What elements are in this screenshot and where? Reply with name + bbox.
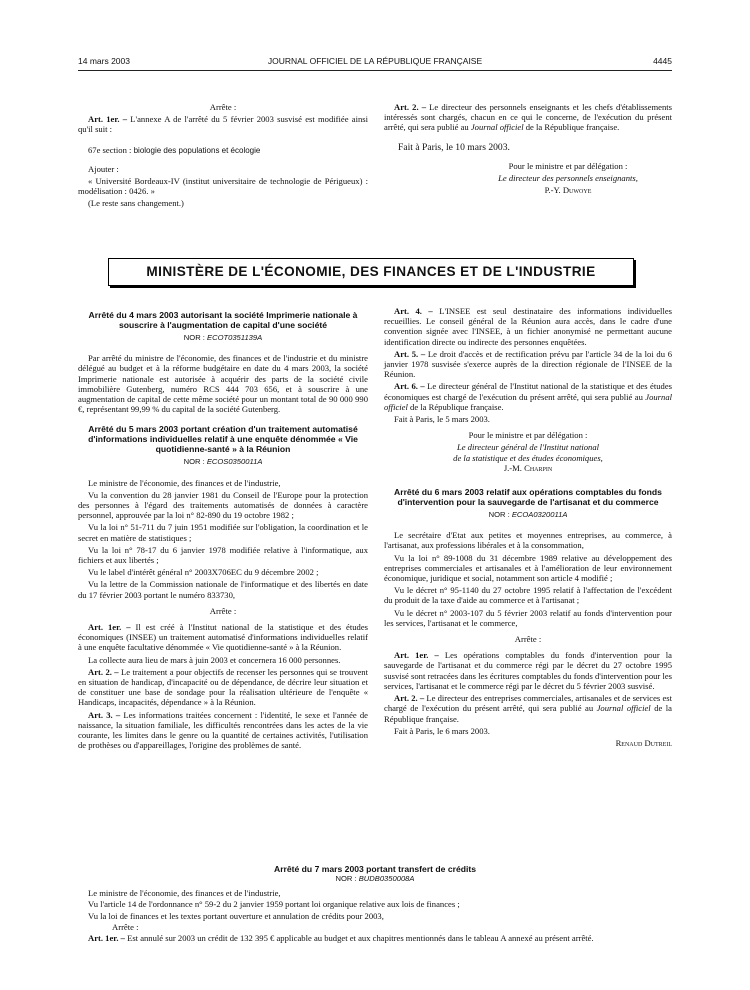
visa: Vu la loi n° 89-1008 du 31 décembre 1989 relative au développement des entreprises commerciales et artisanales et à l'amélioration de leur environnement économique, juridique et social, notamment son article 4 modifié ;	[384, 552, 672, 584]
article-2-label: Art. 2. –	[394, 102, 427, 112]
visa: Vu la lettre de la Commission nationale de l'informatique et des libertés en date du 17 février 2003 portant le numéro 833730,	[78, 579, 368, 600]
article-4	[384, 306, 672, 347]
arrete-label: Arrête :	[209, 605, 237, 616]
ajouter-label: Ajouter :	[88, 163, 119, 174]
article-2-text-end: de la République française.	[523, 122, 620, 133]
ministry-heading: MINISTÈRE DE L'ÉCONOMIE, DES FINANCES ET DE L'INDUSTRIE	[108, 258, 634, 286]
section-label: 67e section :	[88, 144, 134, 155]
signature: J.-M. Charpin	[503, 462, 553, 473]
article-1-text: L'annexe A de l'arrêté du 5 février 2003 susvisé est modifiée ainsi qu'il suit :	[78, 114, 368, 135]
article-text-end: de la République française.	[384, 703, 672, 724]
nor-label: NOR :	[183, 333, 208, 342]
header-date: 14 mars 2003	[78, 56, 130, 66]
header-rule	[78, 70, 672, 71]
visa: Le secrétaire d'Etat aux petites et moyennes entreprises, au commerce, à l'artisanat, aux professions libérales et à la consommation,	[384, 530, 672, 551]
nor-line	[78, 333, 368, 343]
article-text: Est annulé sur 2003 un crédit de 132 395 € applicable au budget et aux chapitres mentionnés dans le tableau A annexé au présent arrêté.	[124, 933, 594, 944]
nor-label: NOR :	[488, 510, 512, 520]
nor-line	[78, 457, 368, 467]
left-top-column	[78, 102, 368, 211]
paragraph: Par arrêté du ministre de l'économie, des finances et de l'industrie et du ministre délégué au budget et à la réforme budgétaire en date du 4 mars 2003, la société Imprimerie nationale est autorisée à acquérir des parts de la société civile immobilière Gutenberg, numéro RCS 444 703 656, et à souscrire à une augmentation de capital de cette même société pour un montant total de 90 000 990 €, représentant 99,99 % du capital de la société Gutenberg.	[78, 353, 368, 415]
visa: Vu le décret n° 95-1140 du 27 octobre 1995 relatif à l'affectation de l'excédent du produit de la taxe d'aide au commerce et à l'artisanat ;	[384, 585, 672, 606]
article-1	[78, 114, 368, 134]
article-label: Art. 6. –	[394, 381, 425, 392]
article-text: L'INSEE est seul destinataire des informations individuelles recueillies. Le conseil général de la Réunion aura accès, dans le cadre d'une convention signée avec l'INSEE, à un fichier anonymisé ne permettant aucune identification directe ou indirecte des personnes enquêtées.	[384, 306, 672, 347]
nor-label: NOR :	[183, 457, 207, 467]
arrete-fonds-title: Arrêté du 6 mars 2003 relatif aux opérations comptables du fonds d'intervention pour la sauvegarde de l'artisanat et du commerce	[394, 487, 662, 508]
left-main-column	[78, 306, 368, 753]
journal-officiel-ref: Journal officiel	[596, 703, 651, 714]
article-5	[384, 349, 672, 380]
arrete-transfert-title: Arrêté du 7 mars 2003 portant transfert de crédits	[273, 864, 477, 874]
bottom-section	[78, 864, 672, 944]
article-2-text: Le directeur des personnels enseignants et les chefs d'établissements intéressés sont chargés, chacun en ce qui le concerne, de l'exécution du présent arrêté, qui sera publié au	[384, 102, 672, 133]
nor-line	[78, 874, 672, 884]
article-text: Le directeur des entreprises commerciales, artisanales et de services est chargé de l'exécution du présent arrêté, qui sera publié au	[384, 693, 672, 714]
article-2	[384, 102, 672, 133]
arrete-label: Arrête :	[514, 634, 542, 645]
article-text: Les informations traitées concernent : l'identité, le sexe et l'année de naissance, la situation familiale, les difficultés rencontrées dans les actes de la vie courante, les limites dans le genre ou la quantité de certaines activités, l'utilisation de prothèses ou d'appareillages, l'origine des problèmes de santé.	[78, 709, 368, 751]
arrete-label: Arrête :	[112, 921, 139, 932]
article-text: Le droit d'accès et de rectification prévu par l'article 34 de la loi du 6 janvier 1978 susvisée s'exerce auprès de la direction régionale de l'INSEE de la Réunion.	[384, 348, 672, 380]
visa: Vu la loi n° 78-17 du 6 janvier 1978 modifiée relative à l'informatique, aux fichiers et aux libertés ;	[78, 544, 368, 566]
article-text: Les opérations comptables du fonds d'intervention pour la sauvegarde de l'artisanat et du commerce régi par le décret du 27 octobre 1995 susvisé sont retracées dans les écritures comptables du fonds d'intervention pour les services, l'artisanat et le commerce régi par le décret du 5 février 2003 susvisé.	[384, 650, 672, 691]
arrete-label: Arrête :	[209, 102, 237, 112]
article-label: Art. 5. –	[394, 348, 426, 359]
nor-code: BUDB0350008A	[358, 874, 415, 883]
journal-officiel-ref: Journal officiel	[470, 122, 524, 133]
article-label: Art. 2. –	[394, 693, 425, 704]
signature: P.-Y. Duwoye	[544, 185, 592, 196]
header-page-number: 4445	[653, 56, 672, 66]
article-label: Art. 2. –	[88, 666, 119, 677]
article-label: Art. 1er. –	[88, 933, 125, 944]
arrete-vie-quotidienne-title: Arrêté du 5 mars 2003 portant création d'un traitement automatisé d'informations individuelles relatif à une enquête dénommée « Vie quotidienne-santé » à la Réunion	[88, 424, 358, 455]
article-label: Art. 4. –	[394, 306, 433, 316]
article-label: Art. 1er. –	[88, 622, 131, 633]
article-text: Le traitement a pour objectifs de recenser les personnes qui se trouvent en situation de handicap, d'incapacité ou de dépendance, de décrire leur situation et de constituer une base de sondage pour la réalisation ultérieure de l'enquête « Handicaps, incapacités, dépendance » à la Réunion.	[78, 666, 368, 708]
signature: Renaud Dutreil	[615, 737, 672, 748]
visa: Vu la convention du 28 janvier 1981 du Conseil de l'Europe pour la protection des personnes à l'égard des traitements automatisés de données à caractère personnel, approuvée par la loi n° 82-890 du 19 octobre 1982 ;	[78, 489, 368, 521]
article-text: Il est créé à l'Institut national de la statistique et des études économiques (INSEE) un traitement automatisé d'informations individuelles relatif à une enquête facultative dénommée « Vie quotidienne-santé » à la Réunion.	[78, 622, 368, 653]
directeur-general-title: Le directeur général de l'Institut national	[456, 442, 600, 453]
pour-le-ministre: Pour le ministre et par délégation :	[468, 430, 588, 441]
nor-line	[384, 510, 672, 520]
page-header	[78, 56, 672, 68]
universite-text: « Université Bordeaux-IV (institut universitaire de technologie de Périgueux) : modélisation : 0426. »	[78, 176, 368, 197]
reste-text: (Le reste sans changement.)	[88, 198, 184, 209]
article-label: Art. 1er. –	[394, 650, 439, 661]
visa: Le ministre de l'économie, des finances et de l'industrie,	[88, 888, 281, 899]
pour-le-ministre: Pour le ministre et par délégation :	[508, 160, 628, 171]
journal-officiel-ref: Journal officiel	[384, 391, 672, 412]
right-main-column	[384, 306, 672, 750]
nor-code: ECOS0350011A	[206, 457, 263, 467]
directeur-general-title: de la statistique et des études économiques,	[453, 452, 603, 463]
article-text: Le directeur général de l'Institut national de la statistique et des études économiques est chargé de l'exécution du présent arrêté, qui sera publié au	[384, 381, 672, 402]
header-journal: JOURNAL OFFICIEL DE LA RÉPUBLIQUE FRANÇAISE	[267, 56, 483, 66]
article-1	[78, 622, 368, 653]
right-top-column	[384, 102, 672, 197]
nor-code: ECOT0351139A	[207, 333, 263, 342]
visa: Vu la loi n° 51-711 du 7 juin 1951 modifiée sur l'obligation, la coordination et le secret en matière de statistiques ;	[78, 522, 368, 543]
article-1	[78, 933, 672, 943]
nor-label: NOR :	[335, 874, 359, 883]
visa: Vu le label d'intérêt général n° 2003X706EC du 9 décembre 2002 ;	[88, 567, 319, 578]
article-2	[384, 693, 672, 724]
article-2	[78, 667, 368, 708]
section-line	[78, 145, 368, 156]
visa: Vu l'article 14 de l'ordonnance n° 59-2 du 2 janvier 1959 portant loi organique relative aux lois de finances ;	[88, 899, 460, 910]
article-3	[78, 710, 368, 751]
visa: Vu la loi de finances et les textes portant ouverture et annulation de crédits pour 2003,	[88, 910, 384, 921]
article-6	[384, 381, 672, 412]
paragraph: La collecte aura lieu de mars à juin 2003 et concernera 16 000 personnes.	[88, 654, 341, 665]
fait-a-paris: Fait à Paris, le 6 mars 2003.	[394, 725, 490, 736]
visa: Le ministre de l'économie, des finances et de l'industrie,	[88, 477, 281, 488]
article-1	[384, 650, 672, 691]
fait-a-paris: Fait à Paris, le 5 mars 2003.	[394, 414, 490, 425]
visa: Vu le décret n° 2003-107 du 5 février 2003 relatif au fonds d'intervention pour les services, l'artisanat et le commerce,	[384, 607, 672, 628]
directeur-title: Le directeur des personnels enseignants,	[498, 173, 638, 184]
article-1-label: Art. 1er. –	[88, 114, 128, 125]
nor-code: ECOA0320011A	[511, 510, 568, 520]
article-text-end: de la République française.	[407, 401, 504, 412]
fait-a-paris: Fait à Paris, le 10 mars 2003.	[398, 141, 510, 153]
arrete-imprimerie-title: Arrêté du 4 mars 2003 autorisant la société Imprimerie nationale à souscrire à l'augmentation de capital d'une société	[88, 310, 358, 330]
article-label: Art. 3. –	[88, 709, 121, 720]
section-title: biologie des populations et écologie	[133, 145, 261, 155]
